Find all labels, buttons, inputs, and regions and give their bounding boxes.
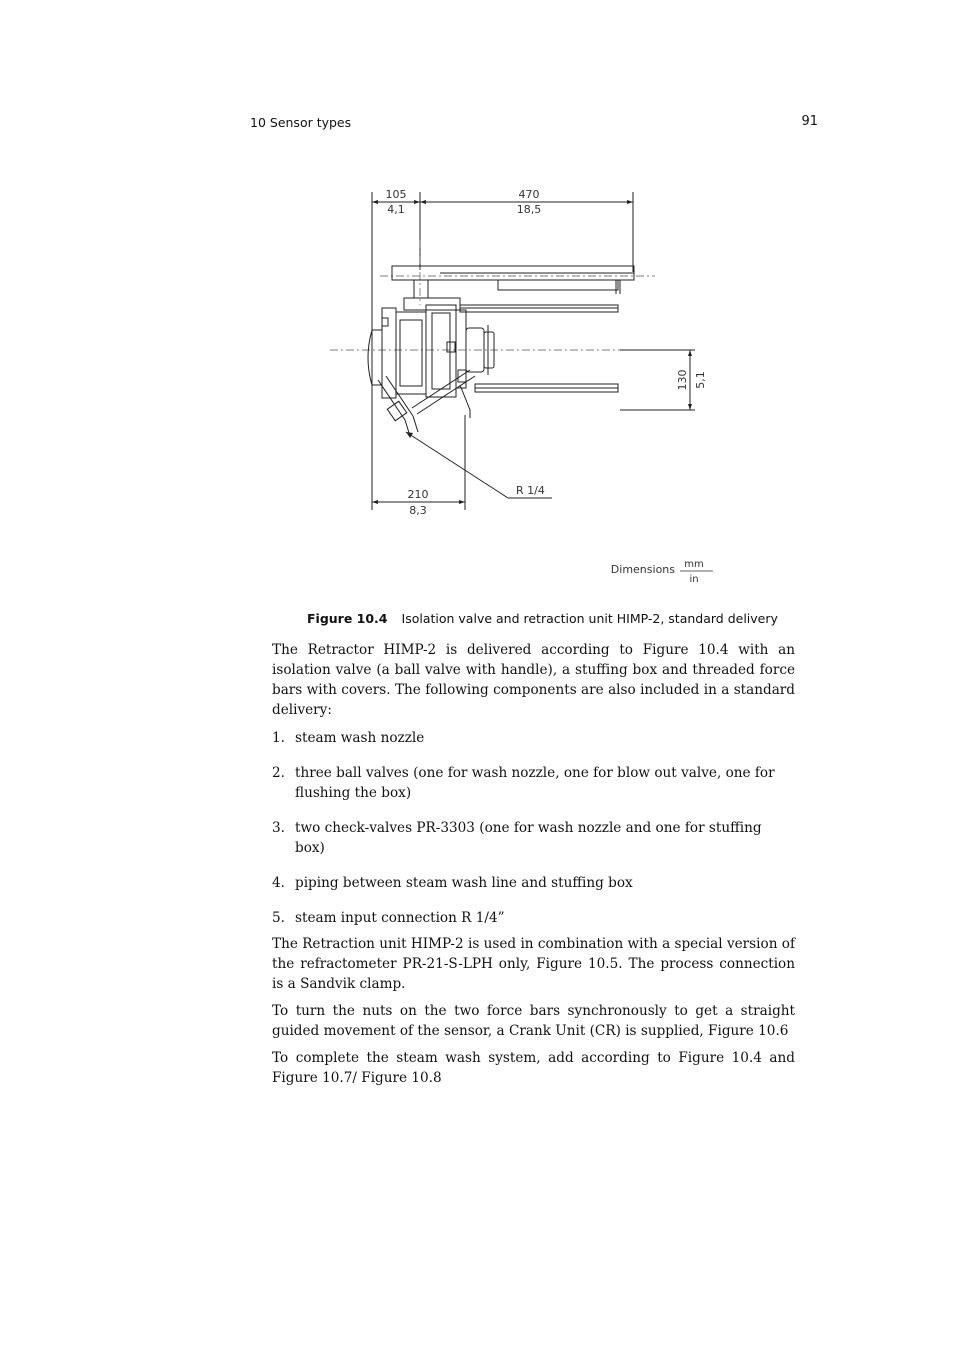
units-legend-in: in bbox=[689, 574, 699, 585]
dim-210-in: 8,3 bbox=[409, 504, 427, 517]
body-text bbox=[272, 640, 795, 1095]
list-item-number: 5. bbox=[272, 910, 285, 926]
thread-label: R 1/4 bbox=[516, 484, 545, 497]
list-item-number: 2. bbox=[272, 765, 285, 781]
intro-paragraph: The Retractor HIMP-2 is delivered according to Figure 10.4 with an isolation valve (a ball valve with handle), a stuffing box and threaded force bars with covers. The following components are also included in a standard delivery: bbox=[272, 642, 795, 718]
page-number: 91 bbox=[801, 114, 818, 129]
list-item bbox=[272, 873, 795, 893]
dim-105-mm: 105 bbox=[385, 188, 407, 201]
list-item-text: three ball valves (one for wash nozzle, one for blow out valve, one for flushing the box) bbox=[295, 765, 775, 801]
technical-drawing bbox=[320, 180, 740, 590]
list-item bbox=[272, 728, 795, 748]
dim-130-mm: 130 bbox=[676, 369, 689, 391]
crank-paragraph: To turn the nuts on the two force bars synchronously to get a straight guided movement of the sensor, a Crank Unit (CR) is supplied, Figure 10.6 bbox=[272, 1003, 795, 1039]
list-item bbox=[272, 818, 795, 858]
list-item-number: 3. bbox=[272, 820, 285, 836]
technical-drawing-svg bbox=[320, 180, 740, 590]
figure-caption bbox=[307, 611, 778, 626]
units-legend-label: Dimensions bbox=[610, 563, 675, 576]
dim-470-mm: 470 bbox=[518, 188, 540, 201]
list-item-text: piping between steam wash line and stuffing box bbox=[295, 875, 633, 891]
leader-arrow bbox=[406, 432, 413, 438]
list-item bbox=[272, 908, 795, 928]
components-list bbox=[272, 728, 795, 928]
dim-105-in: 4,1 bbox=[387, 203, 405, 216]
list-item-text: steam input connection R 1/4” bbox=[295, 910, 505, 926]
running-head: 10 Sensor types bbox=[250, 115, 352, 130]
figure-caption-label: Figure 10.4 bbox=[307, 611, 388, 626]
retraction-paragraph: The Retraction unit HIMP-2 is used in combination with a special version of the refractometer PR-21-S-LPH only, Figure 10.5. The process connection is a Sandvik clamp. bbox=[272, 936, 795, 992]
list-item-number: 1. bbox=[272, 730, 285, 746]
steam-paragraph: To complete the steam wash system, add according to Figure 10.4 and Figure 10.7/ Figure 10.8 bbox=[272, 1050, 795, 1086]
dim-210-mm: 210 bbox=[407, 488, 429, 501]
dim-130-in: 5,1 bbox=[694, 371, 707, 389]
list-item-text: steam wash nozzle bbox=[295, 730, 425, 746]
dim-470-in: 18,5 bbox=[516, 203, 542, 216]
units-legend-mm: mm bbox=[684, 559, 704, 570]
list-item-text: two check-valves PR-3303 (one for wash nozzle and one for stuffing box) bbox=[295, 820, 762, 856]
list-item-number: 4. bbox=[272, 875, 285, 891]
figure-caption-text: Isolation valve and retraction unit HIMP-2, standard delivery bbox=[401, 611, 778, 626]
list-item bbox=[272, 763, 795, 803]
